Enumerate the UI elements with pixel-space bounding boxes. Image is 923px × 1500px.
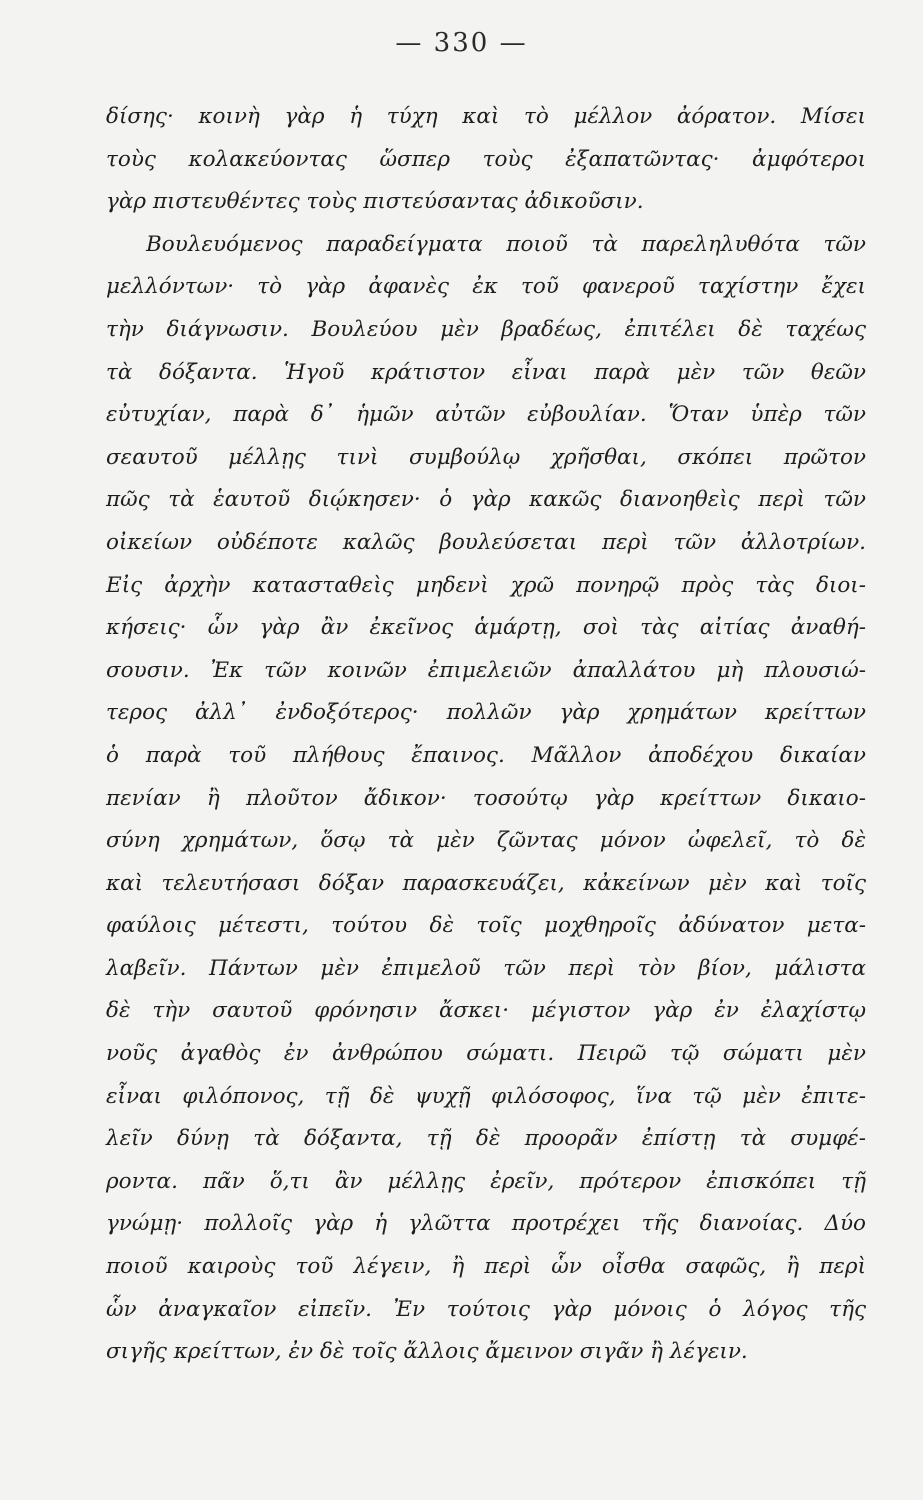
- text-line: ὁ παρὰ τοῦ πλήθους ἔπαινος. Μᾶλλον ἀποδέχου δικαίαν: [106, 742, 866, 768]
- text-line: ροντα. πᾶν ὅ,τι ἂν μέλλῃς ἐρεῖν, πρότερον ἐπισκόπει τῇ: [106, 1168, 866, 1194]
- text-line: σουσιν. Ἐκ τῶν κοινῶν ἐπιμελειῶν ἀπαλλάτου μὴ πλουσιώ-: [106, 657, 866, 683]
- text-line: τοὺς κολακεύοντας ὥσπερ τοὺς ἐξαπατῶντας· ἀμφότεροι: [106, 146, 866, 172]
- text-line: σύνη χρημάτων, ὅσῳ τὰ μὲν ζῶντας μόνον ὠφελεῖ, τὸ δὲ: [106, 828, 866, 854]
- text-line: νοῦς ἀγαθὸς ἐν ἀνθρώπου σώματι. Πειρῶ τῷ σώματι μὲν: [106, 1041, 866, 1067]
- text-line: τερος ἀλλ᾽ ἐνδοξότερος· πολλῶν γὰρ χρημάτων κρείττων: [106, 700, 866, 726]
- text-line: γνώμῃ· πολλοῖς γὰρ ἡ γλῶττα προτρέχει τῆς διανοίας. Δύο: [106, 1211, 866, 1237]
- text-line: εὐτυχίαν, παρὰ δ᾽ ἡμῶν αὐτῶν εὐβουλίαν. Ὅταν ὑπὲρ τῶν: [106, 402, 866, 428]
- text-line: εἶναι φιλόπονος, τῇ δὲ ψυχῇ φιλόσοφος, ἵνα τῷ μὲν ἐπιτε-: [106, 1083, 866, 1109]
- text-line: ποιοῦ καιροὺς τοῦ λέγειν, ἢ περὶ ὧν οἶσθα σαφῶς, ἢ περὶ: [106, 1254, 866, 1280]
- text-line: δίσης· κοινὴ γὰρ ἡ τύχη καὶ τὸ μέλλον ἀόρατον. Μίσει: [106, 104, 866, 129]
- text-line: φαύλοις μέτεστι, τούτου δὲ τοῖς μοχθηροῖς ἀδύνατον μετα-: [106, 913, 866, 939]
- text-line: Εἰς ἀρχὴν κατασταθεὶς μηδενὶ χρῶ πονηρῷ πρὸς τὰς διοι-: [106, 572, 866, 598]
- text-line: γὰρ πιστευθέντες τοὺς πιστεύσαντας ἀδικοῦσιν.: [106, 189, 644, 215]
- text-line: σεαυτοῦ μέλλῃς τινὶ συμβούλῳ χρῆσθαι, σκόπει πρῶτον: [106, 444, 866, 470]
- text-line: λαβεῖν. Πάντων μὲν ἐπιμελοῦ τῶν περὶ τὸν βίον, μάλιστα: [106, 955, 866, 981]
- text-line: κήσεις· ὧν γὰρ ἂν ἐκεῖνος ἁμάρτῃ, σοὶ τὰς αἰτίας ἀναθή-: [106, 615, 866, 641]
- body-text: [106, 96, 866, 1374]
- text-line: τὰ δόξαντα. Ἡγοῦ κράτιστον εἶναι παρὰ μὲν τῶν θεῶν: [106, 359, 866, 385]
- text-line: πῶς τὰ ἑαυτοῦ διῴκησεν· ὁ γὰρ κακῶς διανοηθεὶς περὶ τῶν: [106, 487, 866, 513]
- text-line: μελλόντων· τὸ γὰρ ἀφανὲς ἐκ τοῦ φανεροῦ ταχίστην ἔχει: [106, 274, 866, 300]
- text-line: οἰκείων οὐδέποτε καλῶς βουλεύσεται περὶ τῶν ἀλλοτρίων.: [106, 529, 866, 555]
- text-line: σιγῆς κρείττων, ἐν δὲ τοῖς ἄλλοις ἄμεινον σιγᾶν ἢ λέγειν.: [106, 1339, 748, 1365]
- text-line: καὶ τελευτήσασι δόξαν παρασκευάζει, κἀκείνων μὲν καὶ τοῖς: [106, 870, 866, 896]
- text-line: Βουλευόμενος παραδείγματα ποιοῦ τὰ παρεληλυθότα τῶν: [146, 231, 866, 257]
- text-line: δὲ τὴν σαυτοῦ φρόνησιν ἄσκει· μέγιστον γὰρ ἐν ἐλαχίστῳ: [106, 998, 866, 1024]
- text-line: τὴν διάγνωσιν. Βουλεύου μὲν βραδέως, ἐπιτέλει δὲ ταχέως: [106, 316, 866, 342]
- text-line: πενίαν ἢ πλοῦτον ἄδικον· τοσούτῳ γὰρ κρείττων δικαιο-: [106, 785, 866, 811]
- text-line: λεῖν δύνῃ τὰ δόξαντα, τῇ δὲ προορᾶν ἐπίστῃ τὰ συμφέ-: [106, 1126, 866, 1152]
- text-line: ὧν ἀναγκαῖον εἰπεῖν. Ἐν τούτοις γὰρ μόνοις ὁ λόγος τῆς: [106, 1296, 866, 1322]
- page-number: — 330 —: [395, 28, 528, 58]
